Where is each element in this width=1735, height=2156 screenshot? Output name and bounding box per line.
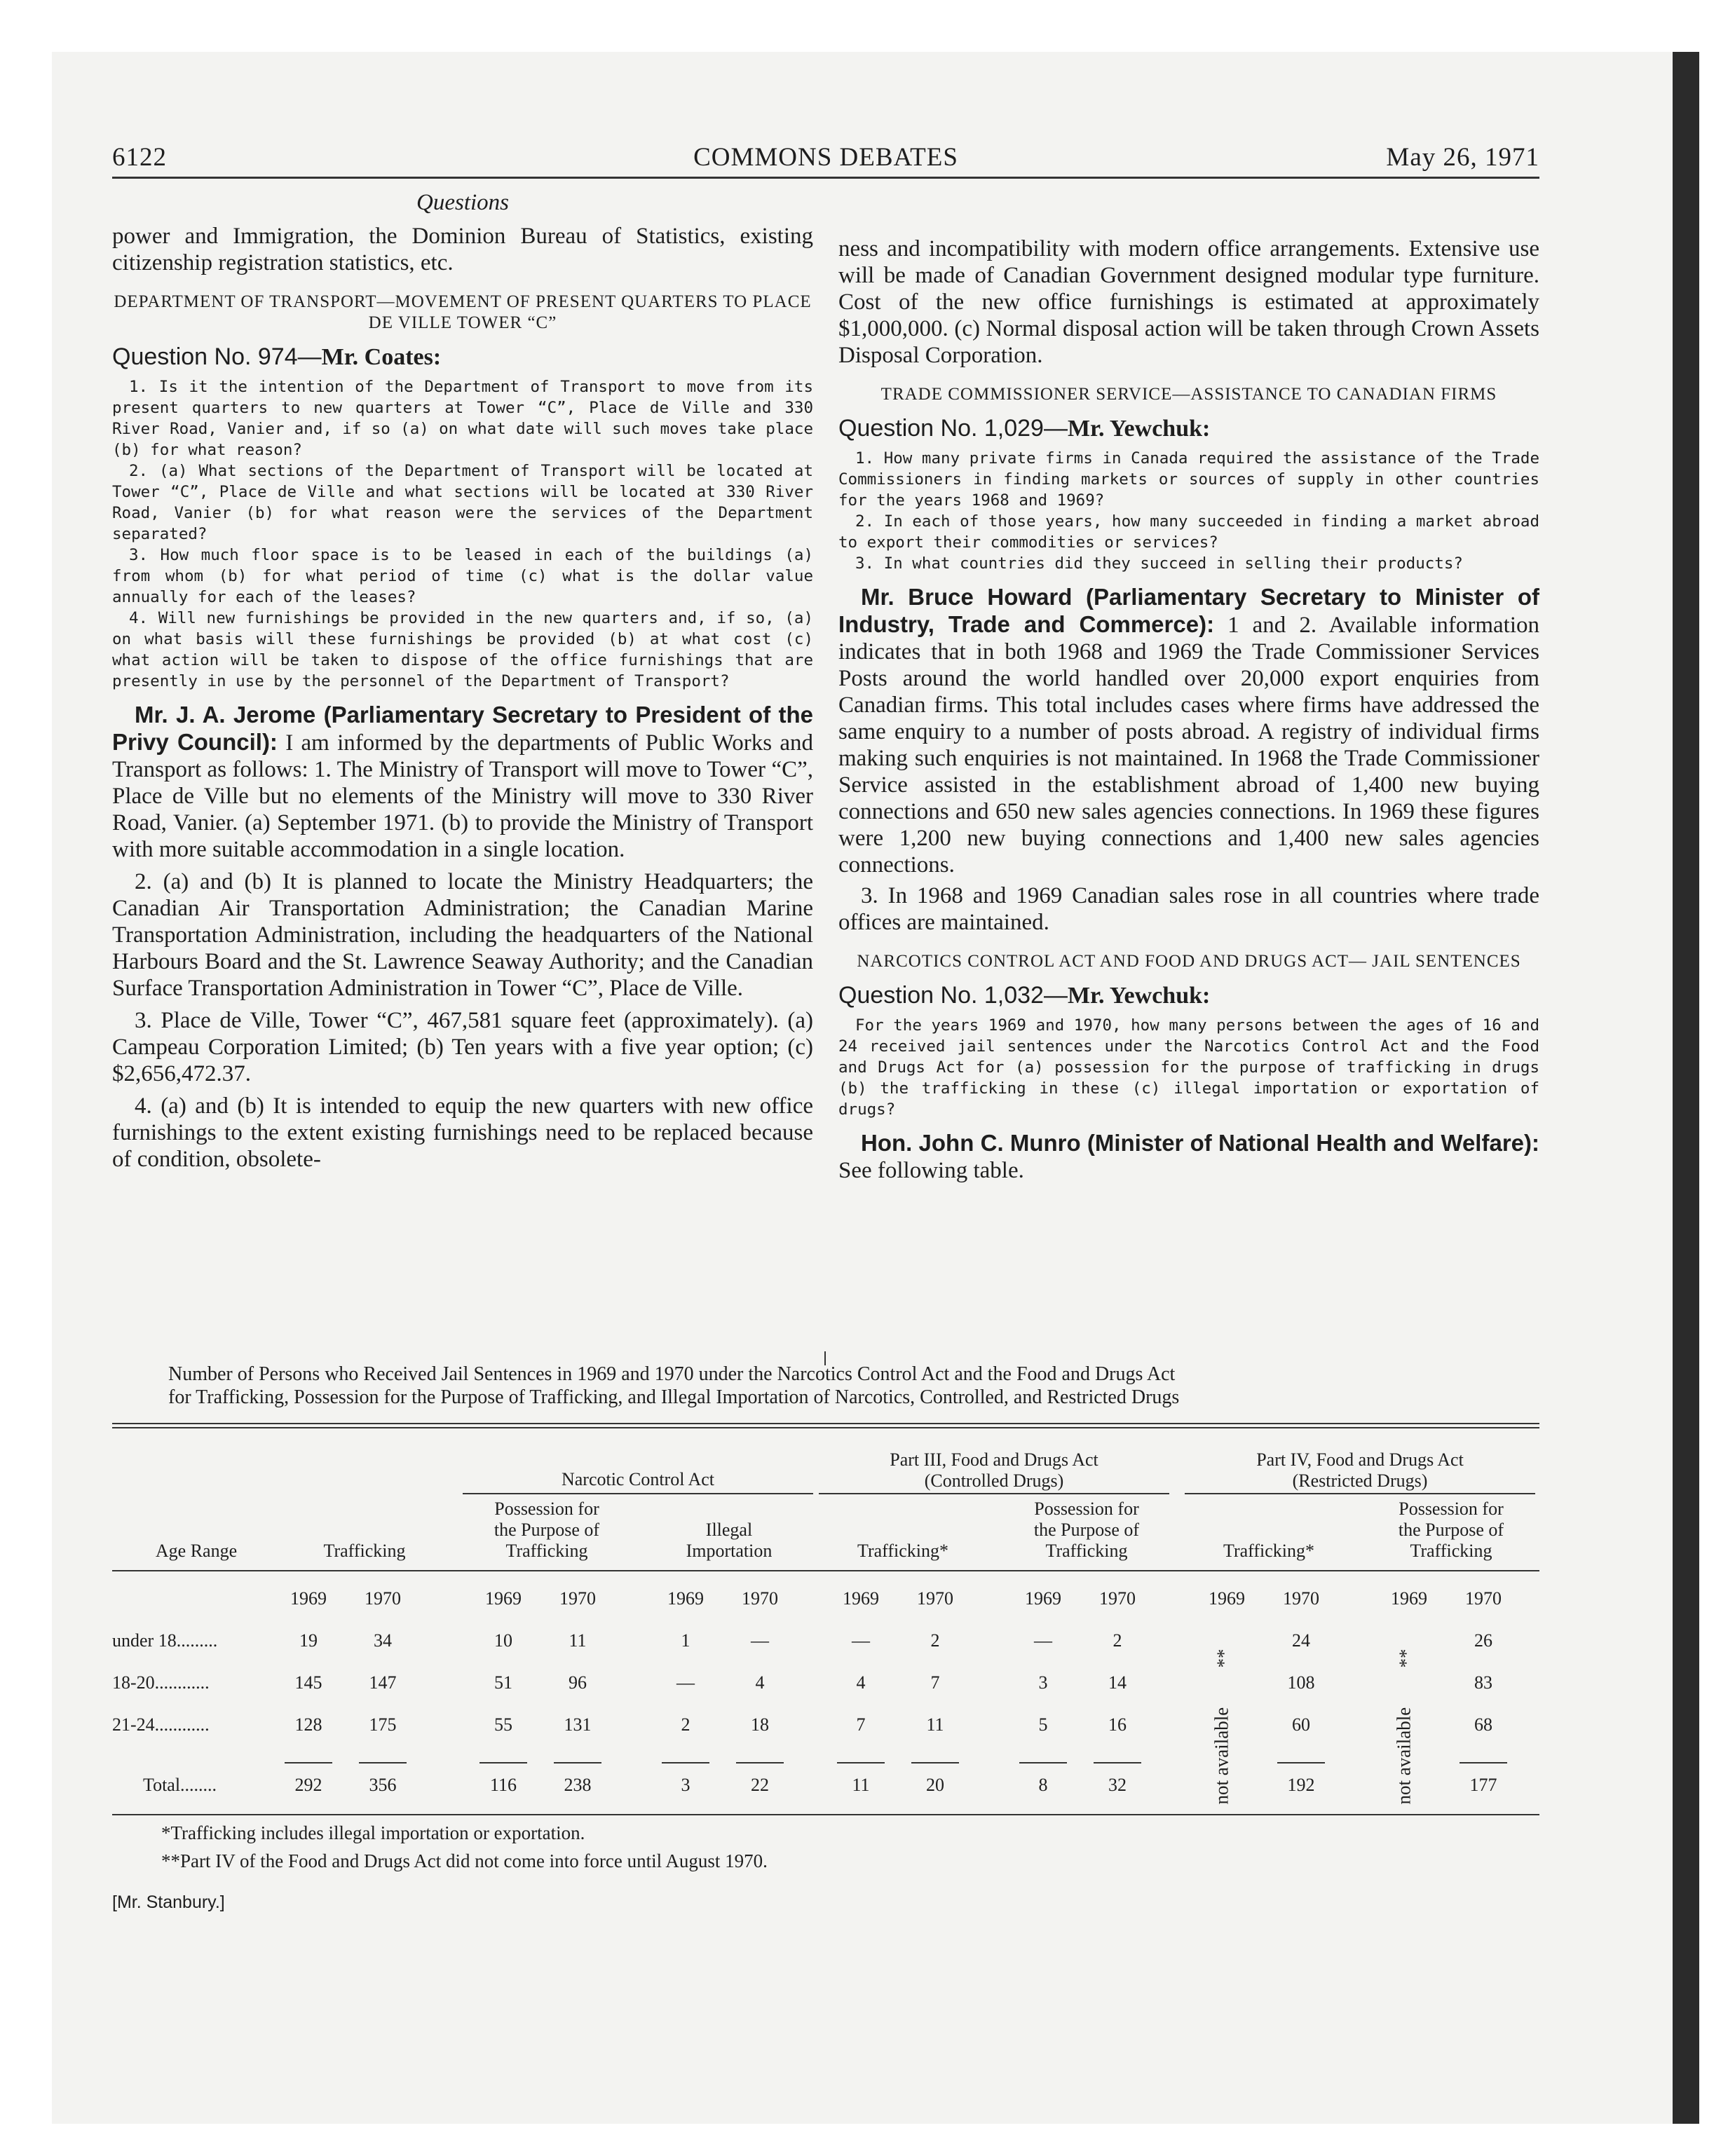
year-header: 1970 <box>917 1588 953 1609</box>
table-cell: 145 <box>294 1672 322 1693</box>
row-label: under 18......... <box>112 1630 218 1651</box>
part4-traf-dstar: ** <box>1213 1649 1234 1668</box>
total-underline <box>1094 1762 1141 1763</box>
question-1029-items <box>838 448 1539 574</box>
table-cell: — <box>852 1630 870 1651</box>
year-header: 1969 <box>667 1588 704 1609</box>
total-underline <box>837 1762 885 1763</box>
total-cell: 116 <box>489 1775 517 1795</box>
speaker-munro: Hon. John C. Munro (Minister of National Health and Welfare): <box>861 1130 1539 1156</box>
group-narcotic: Narcotic Control Act <box>561 1469 715 1489</box>
q974-item-4: 4. Will new furnishings be provided in the new quarters and, if so, (a) on what basis will these furnishings be provided (b) at what cost (c) what action will be taken to dispose of the office furnishings that are presently in use by the personnel of the Department of Transport? <box>112 609 813 690</box>
part4-traf-not-available: not available <box>1211 1707 1232 1805</box>
table-cell: 7 <box>856 1714 866 1735</box>
q974-item-2: 2. (a) What sections of the Department of Transport will be located at Tower “C”, Place de Ville and what sections will be located at 330 River Road, Vanier (b) for what reason were the services of the Department separated? <box>112 462 813 543</box>
table-top-rule-1 <box>112 1423 1539 1424</box>
table-cell: 108 <box>1287 1672 1315 1693</box>
q1029-item-1: 1. How many private firms in Canada required the assistance of the Trade Commissioners in finding markets or sources of supply in other countries for the years 1968 and 1969? <box>838 449 1539 510</box>
header-rule <box>112 1570 1539 1571</box>
total-underline <box>285 1762 332 1763</box>
table-cell: 2 <box>681 1714 690 1735</box>
total-underline <box>479 1762 527 1763</box>
scan-edge-bar <box>1673 52 1699 2124</box>
total-cell: 32 <box>1108 1775 1127 1795</box>
intro-text: power and Immigration, the Dominion Bureau of Statistics, existing citizenship registration statistics, etc. <box>112 224 813 275</box>
table-cell: 175 <box>369 1714 397 1735</box>
table-cell: 11 <box>569 1630 587 1651</box>
total-underline <box>736 1762 784 1763</box>
part4-poss-dstar: ** <box>1395 1649 1417 1668</box>
row-label: 21-24............ <box>112 1714 210 1735</box>
row-label: 18-20............ <box>112 1672 210 1693</box>
total-cell: 20 <box>926 1775 944 1795</box>
total-underline <box>359 1762 407 1763</box>
year-header: 1969 <box>1025 1588 1061 1609</box>
question-1029: Question No. 1,029—Mr. Yewchuk: <box>838 415 1211 442</box>
table-cell: 26 <box>1474 1630 1492 1651</box>
table-cell: 1 <box>681 1630 690 1651</box>
year-header: 1969 <box>290 1588 327 1609</box>
year-header: 1970 <box>742 1588 778 1609</box>
year-header: 1969 <box>843 1588 879 1609</box>
table-cell: — <box>676 1672 695 1693</box>
total-underline <box>1460 1762 1507 1763</box>
table-cell: 131 <box>564 1714 592 1735</box>
table-cell: 19 <box>299 1630 318 1651</box>
total-cell: 192 <box>1287 1775 1315 1795</box>
table-cell: 55 <box>494 1714 512 1735</box>
table-cell: — <box>1034 1630 1052 1651</box>
total-cell: 8 <box>1038 1775 1048 1795</box>
signature: [Mr. Stanbury.] <box>112 1892 225 1912</box>
answer-howard: Mr. Bruce Howard (Parliamentary Secretary to Minister of Industry, Trade and Commerce): 1 and 2. Available information indicates that in both 1968 and 1969 the Trade Commissioner Services Posts around the world handled over 20,000 export enquiries from Canadian firms. This total includes cases where firms have addressed the same enquiry to a number of posts abroad. A registry of individual firms making such enquiries is not maintained. In 1968 the Trade Commissioner Service assisted in the establishment abroad of 1,400 new buying connections and 650 new sales agencies connections. In 1969 these figures were 1,200 new buying connections and 1,400 new sales agencies connections. <box>838 584 1539 878</box>
total-cell: 22 <box>751 1775 769 1795</box>
year-header: 1970 <box>1099 1588 1136 1609</box>
q1029-item-3: 3. In what countries did they succeed in selling their products? <box>855 554 1463 573</box>
footnote-1: *Trafficking includes illegal importation or exportation. <box>161 1822 585 1843</box>
speaker-jerome: Mr. J. A. Jerome (Parliamentary Secretary to President of the Privy Council): <box>112 702 813 755</box>
q974-item-3: 3. How much floor space is to be leased in each of the buildings (a) from whom (b) for what period of time (c) what is the dollar value annually for each of the leases? <box>112 546 813 606</box>
table-cell: 4 <box>856 1672 866 1693</box>
table-cell: 2 <box>1113 1630 1122 1651</box>
year-header: 1970 <box>365 1588 401 1609</box>
q974-item-1: 1. Is it the intention of the Department of Transport to move from its present quarters to new quarters at Tower “C”, Place de Ville and 330 River Road, Vanier and, if so (a) on what date will such moves take place (b) for what reason? <box>112 378 813 459</box>
year-header: 1970 <box>1465 1588 1502 1609</box>
col-poss-nca: Possession for the Purpose of Trafficking <box>494 1499 600 1561</box>
page-date: May 26, 1971 <box>1386 143 1539 172</box>
total-cell: 11 <box>852 1775 870 1795</box>
total-cell: 177 <box>1469 1775 1497 1795</box>
table-cell: 147 <box>369 1672 397 1693</box>
group-part3: Part III, Food and Drugs Act (Controlled Drugs) <box>890 1449 1098 1491</box>
year-header: 1969 <box>1391 1588 1427 1609</box>
col-traf-p4: Trafficking* <box>1223 1541 1314 1561</box>
total-label: Total........ <box>143 1775 217 1795</box>
total-cell: 3 <box>681 1775 690 1795</box>
table-cell: 60 <box>1292 1714 1310 1735</box>
question-1032: Question No. 1,032—Mr. Yewchuk: <box>838 982 1211 1009</box>
section-heading: Questions <box>416 190 509 215</box>
answer-jerome: Mr. J. A. Jerome (Parliamentary Secretary to President of the Privy Council): I am informed by the departments of Public Works and Transport as follows: 1. The Ministry of Transport will move to Tower “C”, Place de Ville but no elements of the Ministry will move to 330 River Road, Vanier. (a) September 1971. (b) to provide the Ministry of Transport with more suitable accommodation in a single location. <box>112 702 814 862</box>
table-cell: 7 <box>930 1672 940 1693</box>
table-bottom-rule <box>112 1814 1539 1815</box>
year-header: 1969 <box>1209 1588 1245 1609</box>
answer-jerome-p4: 4. (a) and (b) It is intended to equip the new quarters with new office furnishings to the extent existing furnishings need to be replaced because of condition, obsolete- <box>112 1093 813 1172</box>
total-underline <box>911 1762 959 1763</box>
total-underline <box>1277 1762 1325 1763</box>
table-cell: — <box>751 1630 769 1651</box>
trade-heading: TRADE COMMISSIONER SERVICE—ASSISTANCE TO CANADIAN FIRMS <box>880 385 1497 404</box>
table-cell: 11 <box>926 1714 944 1735</box>
question-974: Question No. 974—Mr. Coates: <box>112 343 442 370</box>
answer-howard-p3: 3. In 1968 and 1969 Canadian sales rose in all countries where trade offices are maintained. <box>838 883 1539 935</box>
right-column <box>838 236 1539 1184</box>
col-traf-p3: Trafficking* <box>857 1541 948 1561</box>
year-header: 1969 <box>485 1588 522 1609</box>
group-part4: Part IV, Food and Drugs Act (Restricted Drugs) <box>1256 1449 1464 1491</box>
table-cell: 2 <box>930 1630 940 1651</box>
table-cell: 128 <box>294 1714 322 1735</box>
total-underline <box>662 1762 709 1763</box>
publication-title: COMMONS DEBATES <box>693 143 958 172</box>
table-cell: 16 <box>1108 1714 1127 1735</box>
answer-jerome-p2: 2. (a) and (b) It is planned to locate the Ministry Headquarters; the Canadian Air Transportation Administration; the Canadian Marine Transportation Administration, including the headquarters of the National Harbours Board and the St. Lawrence Seaway Authority; and the Canadian Surface Transportation Administration in Tower “C”, Place de Ville. <box>112 869 813 1001</box>
group-part4-rule <box>1185 1493 1535 1494</box>
col-illegal-nca: Illegal Importation <box>686 1520 773 1561</box>
part4-poss-not-available: not available <box>1393 1707 1415 1805</box>
left-column <box>112 189 813 1173</box>
q1029-item-2: 2. In each of those years, how many succeeded in finding a market abroad to export their commodities or services? <box>838 512 1539 552</box>
table-cell: 4 <box>755 1672 765 1693</box>
page-number: 6122 <box>112 143 167 172</box>
answer-munro: Hon. John C. Munro (Minister of National Health and Welfare): See following table. <box>838 1130 1539 1183</box>
total-underline <box>554 1762 601 1763</box>
total-cell: 238 <box>564 1775 592 1795</box>
table-caption: Number of Persons who Received Jail Sentences in 1969 and 1970 under the Narcotics Control Act and the Food and Drugs Act for Trafficking, Possession for the Purpose of Trafficking, and Illegal Importation of Narcotics, Controlled, and Restricted Drugs <box>168 1363 1180 1408</box>
speaker-howard: Mr. Bruce Howard (Parliamentary Secretary to Minister of Industry, Trade and Commerce): <box>838 584 1539 637</box>
table-top-rule-2 <box>112 1427 1539 1428</box>
table-cell: 18 <box>751 1714 769 1735</box>
total-cell: 292 <box>294 1775 322 1795</box>
question-1032-text: For the years 1969 and 1970, how many persons between the ages of 16 and 24 received jail sentences under the Narcotics Control Act and the Food and Drugs Act for (a) possession for the purpose of trafficking in drugs (b) the trafficking in these (c) illegal importation or exportation of drugs? <box>838 1016 1539 1119</box>
table-cell: 10 <box>494 1630 512 1651</box>
page-header <box>112 137 1539 179</box>
table-cell: 34 <box>374 1630 392 1651</box>
col-poss-p3: Possession for the Purpose of Trafficking <box>1033 1499 1140 1561</box>
year-header: 1970 <box>1283 1588 1319 1609</box>
total-cell: 356 <box>369 1775 397 1795</box>
table-cell: 96 <box>569 1672 587 1693</box>
answer-jerome-p3: 3. Place de Ville, Tower “C”, 467,581 square feet (approximately). (a) Campeau Corporation Limited; (b) Ten years with a five year option; (c) $2,656,472.37. <box>112 1008 813 1086</box>
group-narcotic-rule <box>463 1493 813 1494</box>
table-cell: 51 <box>494 1672 512 1693</box>
group-part3-rule <box>819 1493 1169 1494</box>
table-cell: 83 <box>1474 1672 1492 1693</box>
col-age-range: Age Range <box>155 1541 238 1561</box>
question-974-items <box>112 376 813 692</box>
table-cell: 14 <box>1108 1672 1127 1693</box>
table-cell: 5 <box>1038 1714 1048 1735</box>
year-header: 1970 <box>559 1588 596 1609</box>
narcotics-heading: NARCOTICS CONTROL ACT AND FOOD AND DRUGS ACT— JAIL SENTENCES <box>857 952 1521 971</box>
total-underline <box>1019 1762 1067 1763</box>
table-cell: 3 <box>1038 1672 1048 1693</box>
col-traf-nca: Trafficking <box>323 1541 406 1561</box>
table-cell: 68 <box>1474 1714 1492 1735</box>
footnote-2: **Part IV of the Food and Drugs Act did not come into force until August 1970. <box>161 1850 768 1871</box>
table-cell: 24 <box>1292 1630 1310 1651</box>
col-poss-p4: Possession for the Purpose of Trafficking <box>1398 1499 1504 1561</box>
continuation-text: ness and incompatibility with modern office arrangements. Extensive use will be made of Canadian Government designed modular type furniture. Cost of the new office furnishings is estimated at approximately $1,000,000. (c) Normal disposal action will be taken through Crown Assets Disposal Corporation. <box>838 236 1539 368</box>
dept-heading: DEPARTMENT OF TRANSPORT—MOVEMENT OF PRESENT QUARTERS TO PLACE DE VILLE TOWER “C” <box>114 292 812 332</box>
